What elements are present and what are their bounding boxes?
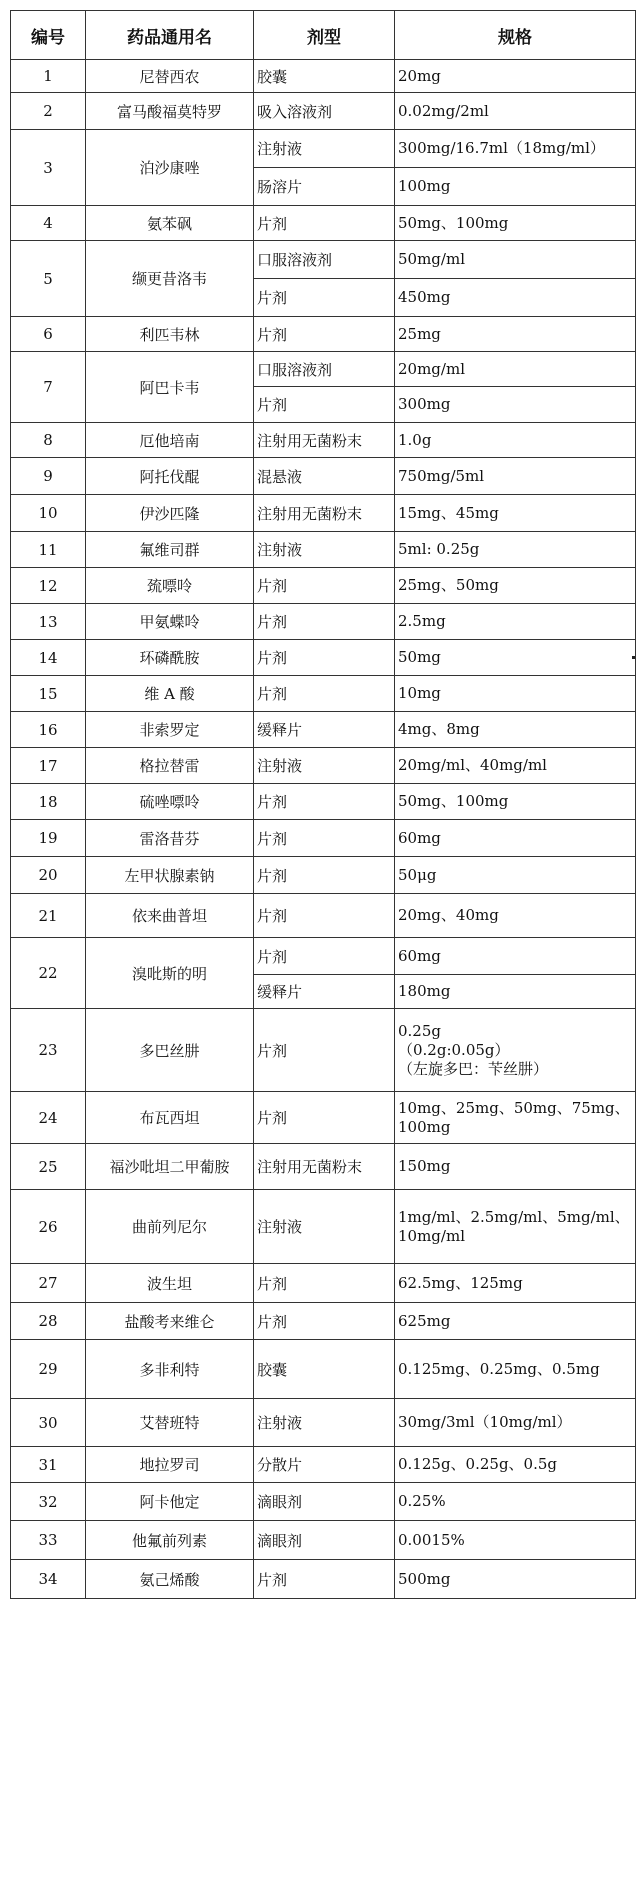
table-row: [11, 1092, 636, 1144]
cell-dosage-form: 缓释片: [254, 712, 395, 748]
cell-number: 12: [11, 568, 86, 604]
cell-number: 1: [11, 60, 86, 93]
cell-drug-name: 盐酸考来维仑: [86, 1303, 254, 1340]
cell-number: 23: [11, 1009, 86, 1092]
cell-drug-name: 富马酸福莫特罗: [86, 93, 254, 130]
cell-drug-name: 泊沙康唑: [86, 130, 254, 206]
cell-specification: 0.0015%: [395, 1521, 636, 1560]
cell-number: 4: [11, 206, 86, 241]
table-row: [11, 1560, 636, 1599]
table-row: [11, 532, 636, 568]
cell-number: 6: [11, 317, 86, 352]
cell-dosage-form: 注射液: [254, 130, 395, 168]
cell-drug-name: 溴吡斯的明: [86, 938, 254, 1009]
cell-number: 26: [11, 1190, 86, 1264]
table-row: [11, 1303, 636, 1340]
cell-drug-name: 硫唑嘌呤: [86, 784, 254, 820]
cell-number: 30: [11, 1399, 86, 1447]
cell-specification: 50mg/ml: [395, 241, 636, 279]
cell-number: 25: [11, 1144, 86, 1190]
cell-dosage-form: 片剂: [254, 604, 395, 640]
cell-drug-name: 尼替西农: [86, 60, 254, 93]
cell-dosage-form: 片剂: [254, 857, 395, 894]
table-row: [11, 423, 636, 458]
table-row: [11, 748, 636, 784]
cell-drug-name: 雷洛昔芬: [86, 820, 254, 857]
cell-dosage-form: 口服溶液剂: [254, 241, 395, 279]
cell-drug-name: 福沙吡坦二甲葡胺: [86, 1144, 254, 1190]
cell-number: 5: [11, 241, 86, 317]
table-row: [11, 495, 636, 532]
cell-specification: 1mg/ml、2.5mg/ml、5mg/ml、10mg/ml: [395, 1190, 636, 1264]
cell-specification: 25mg、50mg: [395, 568, 636, 604]
cell-specification: 50mg: [395, 640, 636, 676]
cell-number: 24: [11, 1092, 86, 1144]
cell-number: 13: [11, 604, 86, 640]
cell-dosage-form: 片剂: [254, 1092, 395, 1144]
cell-drug-name: 伊沙匹隆: [86, 495, 254, 532]
cell-dosage-form: 注射液: [254, 1399, 395, 1447]
cell-specification: 625mg: [395, 1303, 636, 1340]
cell-dosage-form: 片剂: [254, 894, 395, 938]
cell-specification: 4mg、8mg: [395, 712, 636, 748]
table-row: [11, 1340, 636, 1399]
cell-specification: 500mg: [395, 1560, 636, 1599]
cell-number: 11: [11, 532, 86, 568]
table-row: [11, 1144, 636, 1190]
cell-dosage-form: 吸入溶液剂: [254, 93, 395, 130]
cell-dosage-form: 注射用无菌粉末: [254, 495, 395, 532]
cell-drug-name: 氨己烯酸: [86, 1560, 254, 1599]
cell-number: 21: [11, 894, 86, 938]
cell-dosage-form: 片剂: [254, 279, 395, 317]
cell-number: 19: [11, 820, 86, 857]
cell-number: 8: [11, 423, 86, 458]
cell-number: 15: [11, 676, 86, 712]
cell-drug-name: 波生坦: [86, 1264, 254, 1303]
table-row: [11, 1447, 636, 1483]
cell-number: 20: [11, 857, 86, 894]
table-row: [11, 60, 636, 93]
cell-dosage-form: 片剂: [254, 938, 395, 975]
cell-drug-name: 多非利特: [86, 1340, 254, 1399]
cell-dosage-form: 肠溶片: [254, 168, 395, 206]
cell-number: 28: [11, 1303, 86, 1340]
cell-number: 2: [11, 93, 86, 130]
cell-dosage-form: 片剂: [254, 1303, 395, 1340]
table-row: [11, 784, 636, 820]
header-dosage-form: 剂型: [254, 11, 395, 60]
cell-drug-name: 甲氨蝶呤: [86, 604, 254, 640]
cell-specification: 50μg: [395, 857, 636, 894]
cell-dosage-form: 滴眼剂: [254, 1483, 395, 1521]
cell-drug-name: 利匹韦林: [86, 317, 254, 352]
cell-drug-name: 阿巴卡韦: [86, 352, 254, 423]
table-row: [11, 938, 636, 975]
cell-number: 17: [11, 748, 86, 784]
cell-drug-name: 厄他培南: [86, 423, 254, 458]
cell-dosage-form: 片剂: [254, 640, 395, 676]
cell-drug-name: 依来曲普坦: [86, 894, 254, 938]
cell-drug-name: 格拉替雷: [86, 748, 254, 784]
cell-dosage-form: 片剂: [254, 1560, 395, 1599]
cell-drug-name: 多巴丝肼: [86, 1009, 254, 1092]
cell-drug-name: 地拉罗司: [86, 1447, 254, 1483]
cell-dosage-form: 注射液: [254, 748, 395, 784]
margin-mark: [632, 656, 635, 659]
table-row: [11, 352, 636, 387]
cell-specification: 30mg/3ml（10mg/ml）: [395, 1399, 636, 1447]
header-number: 编号: [11, 11, 86, 60]
cell-number: 31: [11, 1447, 86, 1483]
cell-drug-name: 阿卡他定: [86, 1483, 254, 1521]
cell-number: 18: [11, 784, 86, 820]
cell-specification: 20mg: [395, 60, 636, 93]
cell-number: 9: [11, 458, 86, 495]
cell-number: 33: [11, 1521, 86, 1560]
cell-dosage-form: 分散片: [254, 1447, 395, 1483]
cell-number: 34: [11, 1560, 86, 1599]
cell-specification: 180mg: [395, 975, 636, 1009]
cell-number: 29: [11, 1340, 86, 1399]
table-row: [11, 1521, 636, 1560]
table-row: [11, 894, 636, 938]
table-row: [11, 206, 636, 241]
drug-table: [10, 10, 636, 1599]
cell-specification: 750mg/5ml: [395, 458, 636, 495]
cell-number: 7: [11, 352, 86, 423]
cell-dosage-form: 片剂: [254, 820, 395, 857]
cell-dosage-form: 注射用无菌粉末: [254, 423, 395, 458]
cell-dosage-form: 缓释片: [254, 975, 395, 1009]
cell-dosage-form: 口服溶液剂: [254, 352, 395, 387]
cell-number: 22: [11, 938, 86, 1009]
cell-dosage-form: 胶囊: [254, 60, 395, 93]
cell-specification: 0.02mg/2ml: [395, 93, 636, 130]
cell-specification: 62.5mg、125mg: [395, 1264, 636, 1303]
cell-drug-name: 曲前列尼尔: [86, 1190, 254, 1264]
header-drug-name: 药品通用名: [86, 11, 254, 60]
cell-specification: 0.125mg、0.25mg、0.5mg: [395, 1340, 636, 1399]
cell-number: 32: [11, 1483, 86, 1521]
cell-specification: 10mg、25mg、50mg、75mg、100mg: [395, 1092, 636, 1144]
table-row: [11, 317, 636, 352]
cell-specification: 5ml: 0.25g: [395, 532, 636, 568]
cell-dosage-form: 片剂: [254, 1009, 395, 1092]
cell-specification: 300mg: [395, 387, 636, 423]
cell-drug-name: 氟维司群: [86, 532, 254, 568]
table-body: [11, 60, 636, 1599]
cell-dosage-form: 混悬液: [254, 458, 395, 495]
cell-drug-name: 氨苯砜: [86, 206, 254, 241]
cell-specification: 150mg: [395, 1144, 636, 1190]
cell-specification: 2.5mg: [395, 604, 636, 640]
cell-dosage-form: 片剂: [254, 784, 395, 820]
table-row: [11, 820, 636, 857]
cell-specification: 300mg/16.7ml（18mg/ml）: [395, 130, 636, 168]
cell-dosage-form: 片剂: [254, 676, 395, 712]
table-row: [11, 568, 636, 604]
cell-number: 27: [11, 1264, 86, 1303]
cell-specification: 0.25%: [395, 1483, 636, 1521]
cell-drug-name: 巯嘌呤: [86, 568, 254, 604]
cell-specification: 450mg: [395, 279, 636, 317]
cell-specification: 25mg: [395, 317, 636, 352]
cell-dosage-form: 片剂: [254, 568, 395, 604]
cell-dosage-form: 片剂: [254, 206, 395, 241]
cell-specification: 0.25g （0.2g:0.05g） （左旋多巴：苄丝肼）: [395, 1009, 636, 1092]
cell-specification: 0.125g、0.25g、0.5g: [395, 1447, 636, 1483]
table-row: [11, 458, 636, 495]
cell-drug-name: 他氟前列素: [86, 1521, 254, 1560]
table-row: [11, 130, 636, 168]
cell-specification: 20mg/ml、40mg/ml: [395, 748, 636, 784]
cell-number: 3: [11, 130, 86, 206]
cell-drug-name: 非索罗定: [86, 712, 254, 748]
cell-specification: 20mg、40mg: [395, 894, 636, 938]
table-row: [11, 241, 636, 279]
cell-drug-name: 阿托伐醌: [86, 458, 254, 495]
cell-drug-name: 维 A 酸: [86, 676, 254, 712]
table-row: [11, 1399, 636, 1447]
cell-drug-name: 左甲状腺素钠: [86, 857, 254, 894]
cell-dosage-form: 片剂: [254, 1264, 395, 1303]
cell-number: 10: [11, 495, 86, 532]
cell-specification: 15mg、45mg: [395, 495, 636, 532]
cell-specification: 50mg、100mg: [395, 784, 636, 820]
header-row: [11, 11, 636, 60]
table-row: [11, 857, 636, 894]
cell-drug-name: 缬更昔洛韦: [86, 241, 254, 317]
cell-dosage-form: 滴眼剂: [254, 1521, 395, 1560]
table-row: [11, 676, 636, 712]
table-row: [11, 1190, 636, 1264]
cell-specification: 60mg: [395, 938, 636, 975]
cell-dosage-form: 片剂: [254, 317, 395, 352]
cell-specification: 50mg、100mg: [395, 206, 636, 241]
table-row: [11, 640, 636, 676]
table-row: [11, 1483, 636, 1521]
cell-dosage-form: 片剂: [254, 387, 395, 423]
cell-drug-name: 环磷酰胺: [86, 640, 254, 676]
drug-list-sheet: [10, 10, 636, 1599]
cell-dosage-form: 注射液: [254, 532, 395, 568]
cell-dosage-form: 注射液: [254, 1190, 395, 1264]
cell-number: 16: [11, 712, 86, 748]
table-row: [11, 93, 636, 130]
cell-specification: 10mg: [395, 676, 636, 712]
table-row: [11, 712, 636, 748]
cell-number: 14: [11, 640, 86, 676]
cell-specification: 20mg/ml: [395, 352, 636, 387]
table-row: [11, 1264, 636, 1303]
cell-dosage-form: 注射用无菌粉末: [254, 1144, 395, 1190]
table-row: [11, 604, 636, 640]
cell-specification: 1.0g: [395, 423, 636, 458]
cell-specification: 100mg: [395, 168, 636, 206]
cell-drug-name: 布瓦西坦: [86, 1092, 254, 1144]
cell-specification: 60mg: [395, 820, 636, 857]
cell-dosage-form: 胶囊: [254, 1340, 395, 1399]
header-specification: 规格: [395, 11, 636, 60]
table-row: [11, 1009, 636, 1092]
cell-drug-name: 艾替班特: [86, 1399, 254, 1447]
